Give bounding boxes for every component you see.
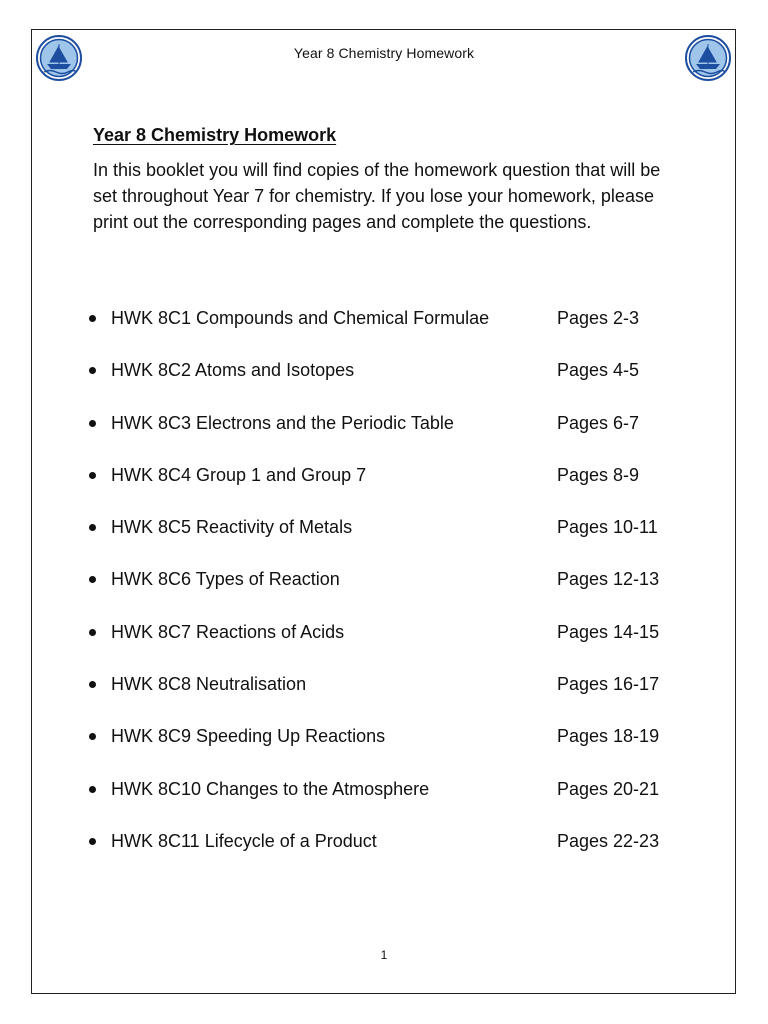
homework-title: HWK 8C11 Lifecycle of a Product	[111, 830, 377, 851]
list-item	[84, 411, 704, 463]
bullet-icon	[89, 576, 96, 583]
homework-pages: Pages 20-21	[557, 778, 660, 799]
homework-pages: Pages 22-23	[557, 830, 660, 851]
bullet-icon	[89, 681, 96, 688]
bullet-icon	[89, 472, 96, 479]
homework-pages: Pages 6-7	[557, 412, 640, 433]
bullet-icon	[89, 367, 96, 374]
bullet-icon	[89, 420, 96, 427]
homework-pages: Pages 12-13	[557, 569, 660, 590]
homework-pages: Pages 10-11	[557, 517, 658, 538]
homework-pages: Pages 2-3	[557, 308, 640, 328]
homework-title: HWK 8C2 Atoms and Isotopes	[111, 360, 355, 381]
list-item	[84, 724, 704, 776]
homework-title: HWK 8C1 Compounds and Chemical Formulae	[111, 308, 490, 328]
homework-title: HWK 8C8 Neutralisation	[111, 674, 307, 695]
bullet-icon	[89, 838, 96, 845]
list-item	[84, 672, 704, 724]
bullet-icon	[89, 629, 96, 636]
homework-pages: Pages 8-9	[557, 464, 640, 485]
bullet-icon	[89, 524, 96, 531]
homework-title: HWK 8C5 Reactivity of Metals	[111, 517, 353, 538]
homework-title: HWK 8C10 Changes to the Atmosphere	[111, 778, 430, 799]
homework-title: HWK 8C4 Group 1 and Group 7	[111, 464, 367, 485]
page-number: 1	[380, 948, 388, 962]
list-item	[84, 515, 704, 567]
list-item	[84, 829, 704, 881]
homework-title: HWK 8C6 Types of Reaction	[111, 569, 340, 590]
homework-title: HWK 8C9 Speeding Up Reactions	[111, 726, 386, 747]
intro-paragraph: In this booklet you will find copies of the homework question that will be set throughout Year 7 for chemistry. If you lose your homework, please print out the corresponding pages and complete the questions.	[93, 160, 661, 232]
list-item	[84, 567, 704, 619]
homework-title: HWK 8C3 Electrons and the Periodic Table	[111, 412, 454, 433]
homework-pages: Pages 16-17	[557, 674, 660, 695]
bullet-icon	[89, 733, 96, 740]
list-item	[84, 620, 704, 672]
homework-pages: Pages 18-19	[557, 726, 660, 747]
list-item	[84, 463, 704, 515]
bullet-icon	[89, 315, 96, 322]
homework-list	[84, 306, 704, 881]
homework-title: HWK 8C7 Reactions of Acids	[111, 621, 345, 642]
homework-pages: Pages 4-5	[557, 360, 640, 381]
bullet-icon	[89, 786, 96, 793]
list-item	[84, 777, 704, 829]
page-title: Year 8 Chemistry Homework	[93, 125, 337, 145]
list-item	[84, 358, 704, 410]
header-title: Year 8 Chemistry Homework	[293, 45, 475, 61]
list-item	[84, 306, 704, 358]
homework-pages: Pages 14-15	[557, 621, 660, 642]
